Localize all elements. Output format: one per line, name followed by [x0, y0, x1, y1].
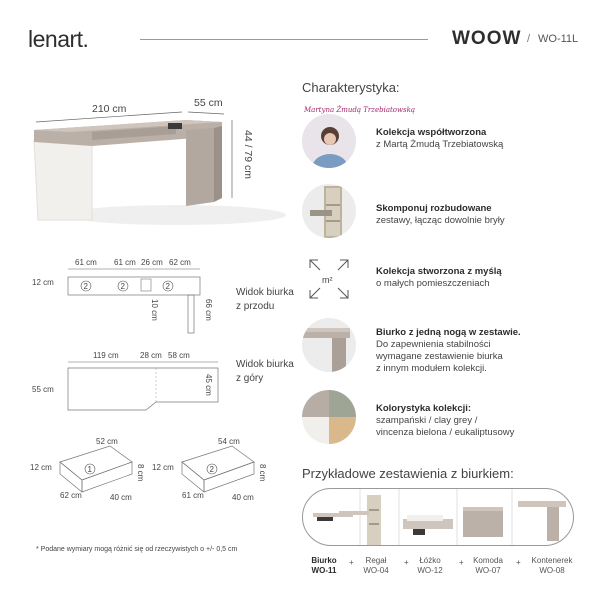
- brand-name: WOOW: [452, 28, 522, 49]
- floor-shadow: [66, 205, 286, 225]
- height-label: 44 / 79 cm: [242, 130, 254, 180]
- top-view-label: Widok biurka z góry: [236, 359, 294, 384]
- top-seg-3: 58 cm: [168, 351, 190, 360]
- drawer-2-marker: 2: [209, 465, 214, 474]
- feature-1-text: z Martą Żmudą Trzebiatowską: [376, 139, 504, 150]
- plus-2: +: [404, 558, 409, 567]
- depth-line: [188, 112, 224, 114]
- front-marker-2: 2: [120, 282, 125, 291]
- front-marker-3: 2: [165, 282, 170, 291]
- feature-5-text-2: vincenza bielona / eukaliptusowy: [376, 427, 515, 438]
- plus-1: +: [349, 558, 354, 567]
- desk-leg: [186, 128, 214, 206]
- logo: lenart.: [28, 26, 89, 52]
- drawer-1-bottom-a: 62 cm: [60, 491, 82, 500]
- feature-4-text-3: z innym modułem kolekcji.: [376, 363, 487, 374]
- front-seg-2: 61 cm: [114, 258, 136, 267]
- top-depth-left: 55 cm: [32, 385, 54, 394]
- example-desk: Biurko WO-11: [311, 556, 337, 575]
- feature-4-text-2: wymagane zestawienie biurka: [376, 351, 503, 362]
- plus-4: +: [516, 558, 521, 567]
- top-seg-2: 28 cm: [140, 351, 162, 360]
- feature-3-text: o małych pomieszczeniach: [376, 278, 490, 289]
- top-depth-right: 45 cm: [204, 374, 213, 396]
- drawer-handle: [168, 123, 182, 129]
- examples-title: Przykładowe zestawienia z biurkiem:: [302, 466, 514, 481]
- front-view-label: Widok biurka z przodu: [236, 287, 294, 312]
- front-seg-1: 61 cm: [75, 258, 97, 267]
- front-leg-height: 66 cm: [204, 299, 213, 321]
- drawer-1-bottom-b: 40 cm: [110, 493, 132, 502]
- drawer-2-right: 8 cm: [258, 464, 267, 482]
- drawer-2-drawing: [150, 432, 276, 504]
- front-marker-1: 2: [83, 282, 88, 291]
- feature-5-text-1: szampański / clay grey /: [376, 415, 478, 426]
- drawer-2-bottom-b: 40 cm: [232, 493, 254, 502]
- desk-leg-icon: [302, 318, 356, 372]
- width-label: 210 cm: [92, 103, 127, 115]
- drawer-2-left: 12 cm: [152, 463, 174, 472]
- front-leg: [188, 295, 194, 333]
- drawer-1-drawing: [28, 432, 154, 504]
- top-view-drawing: [28, 348, 228, 412]
- feature-1-title: Kolekcja współtworzona: [376, 127, 487, 138]
- front-height: 12 cm: [32, 278, 54, 287]
- feature-3-title: Kolekcja stworzona z myślą: [376, 266, 502, 277]
- drawer-1-right: 8 cm: [136, 464, 145, 482]
- example-bed: Łóżko WO-12: [417, 556, 443, 575]
- feature-4-title: Biurko z jedną nogą w zestawie.: [376, 327, 521, 338]
- front-seg-3: 26 cm: [141, 258, 163, 267]
- plus-3: +: [459, 558, 464, 567]
- drawer-2-bottom-a: 61 cm: [182, 491, 204, 500]
- depth-label: 55 cm: [194, 97, 223, 109]
- color-swatch-icon: [302, 390, 356, 444]
- front-drawer-height: 10 cm: [150, 299, 159, 321]
- front-drawer: [141, 279, 151, 291]
- examples-strip: [302, 488, 574, 546]
- drawer-1-top: 52 cm: [96, 437, 118, 446]
- drawer-1-marker: 1: [87, 465, 92, 474]
- drawer-2-top: 54 cm: [218, 437, 240, 446]
- feature-4-text-1: Do zapewnienia stabilności: [376, 339, 491, 350]
- drawer-1-left: 12 cm: [30, 463, 52, 472]
- white-module: [34, 140, 92, 220]
- m2-icon: [308, 258, 350, 300]
- top-desk-outline: [68, 368, 218, 410]
- example-dresser: Komoda WO-07: [473, 556, 503, 575]
- front-seg-4: 62 cm: [169, 258, 191, 267]
- top-seg-1: 119 cm: [93, 351, 119, 360]
- header-divider: [140, 39, 428, 40]
- example-shelf: Regał WO-04: [363, 556, 389, 575]
- feature-2-text: zestawy, łącząc dowolnie bryły: [376, 215, 505, 226]
- model-code: WO-11L: [538, 33, 579, 45]
- characteristics-title: Charakterystyka:: [302, 80, 400, 95]
- footnote: * Podane wymiary mogą różnić się od rzeczywistych o +/- 0,5 cm: [36, 546, 238, 553]
- front-view-drawing: [28, 255, 228, 335]
- product-render: [26, 90, 288, 235]
- feature-2-title: Skomponuj rozbudowane: [376, 203, 492, 214]
- example-container: Kontenerek WO-08: [531, 556, 573, 575]
- shelf-icon: [302, 184, 356, 238]
- m2-icon-text: m²: [322, 275, 333, 285]
- desk-leg-side: [214, 126, 222, 202]
- portrait-icon: [302, 114, 356, 168]
- brand-separator: /: [527, 33, 531, 45]
- signature: Martyna Żmudą Trzebiatowską: [304, 106, 416, 114]
- feature-5-title: Kolorystyka kolekcji:: [376, 403, 472, 414]
